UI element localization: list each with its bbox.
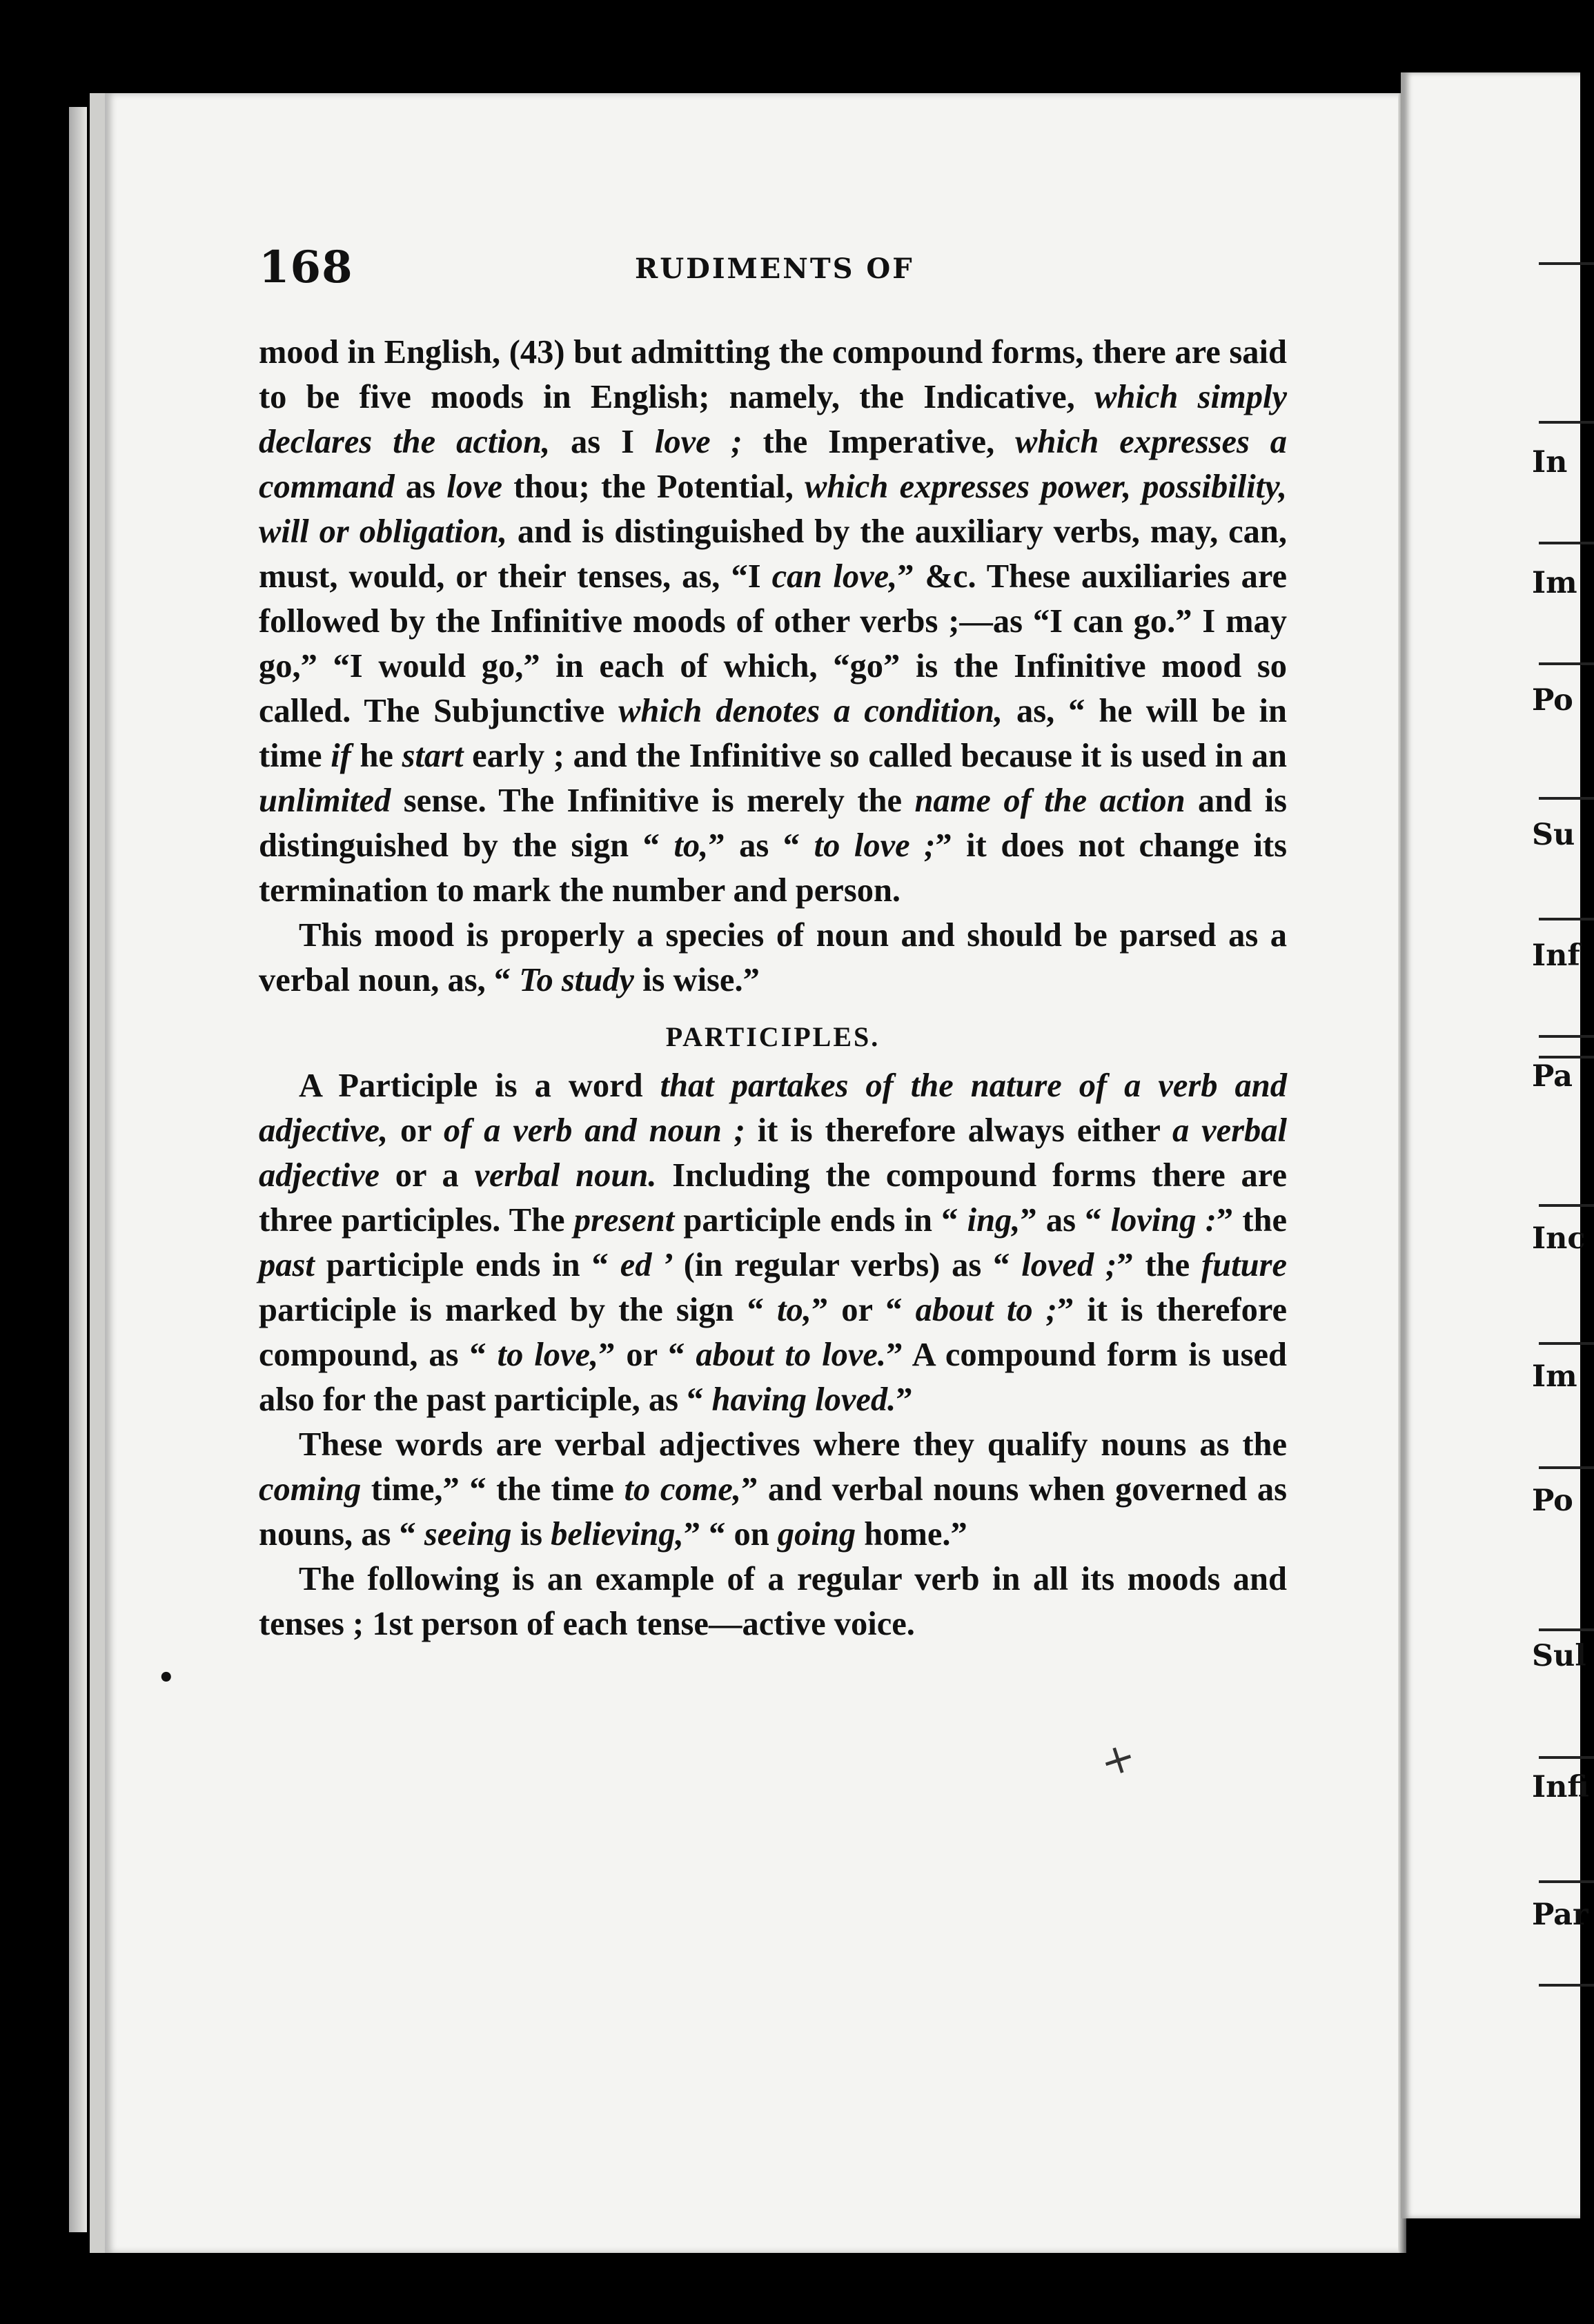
text-run: the Imperative,	[742, 424, 1016, 460]
right-page-fragment: Inf	[1532, 938, 1580, 973]
italic-run: a verbal adjective	[259, 1112, 1288, 1194]
right-page-rule	[1539, 542, 1594, 544]
text-run: ” and verbal nouns when governed as nouns, as “	[259, 1471, 1287, 1553]
text-run: ” as “	[1020, 1202, 1111, 1239]
text-run: and is distinguished by the auxiliary verbs, may, can, must, would, or their tenses, as, “I	[259, 513, 1287, 595]
text-run: as I	[550, 424, 655, 460]
right-page-rule	[1539, 1056, 1594, 1058]
text-run: ”	[896, 1381, 913, 1418]
right-page-fragment: Infi	[1532, 1770, 1589, 1804]
margin-bullet-mark: •	[157, 1662, 175, 1694]
body-text	[259, 330, 1287, 1646]
italic-run: of a verb and noun ;	[443, 1112, 745, 1149]
right-page-rule	[1539, 918, 1594, 920]
right-page-fragment: Pa	[1532, 1059, 1573, 1094]
italic-run: loving :	[1110, 1202, 1217, 1239]
text-run: sense. The Infinitive is merely the	[391, 782, 915, 819]
text-run: A Participle is a word	[299, 1067, 660, 1104]
right-page-fragment: Par	[1532, 1898, 1588, 1932]
right-page-rule	[1539, 262, 1594, 265]
text-run: is	[511, 1516, 551, 1553]
text-run: he	[351, 738, 402, 774]
text-run: Including the compound forms there are three participles. The	[259, 1157, 1287, 1239]
italic-run: ed	[620, 1247, 652, 1283]
right-page-rule	[1539, 1880, 1594, 1883]
italic-run: having loved.	[711, 1381, 896, 1418]
italic-run: love ;	[654, 424, 742, 460]
right-page-fragment: Su	[1532, 818, 1575, 852]
italic-run: to,	[673, 827, 709, 864]
right-page-rule	[1539, 662, 1594, 665]
italic-run: if	[331, 738, 351, 774]
text-run: participle ends in “	[314, 1247, 620, 1283]
running-head: RUDIMENTS OF	[635, 253, 914, 285]
right-page-fragment: Im	[1532, 566, 1577, 600]
text-run: mood in English, (43) but admitting the compound forms, there are said to be five moods in English; namely, the Indicative,	[259, 334, 1287, 415]
page-edge	[69, 107, 87, 2232]
text-run: ” &c. These auxiliaries are followed by the Infinitive moods of other verbs ;—as “I can go.” I may go,” “I would go,” in each of which, “go” is the Infinitive mood so called. The Subjunctive	[259, 558, 1288, 729]
text-run: ” it is therefore compound, as “	[259, 1292, 1287, 1373]
italic-run: going	[777, 1516, 856, 1553]
text-run: ” the	[1216, 1202, 1288, 1239]
italic-run: verbal noun.	[474, 1157, 657, 1194]
text-run: ” as “	[708, 827, 814, 864]
italic-run: unlimited	[259, 782, 391, 819]
text-run: ’ (in regular verbs) as “	[651, 1247, 1022, 1283]
text-run: ” A compound form is used also for the past participle, as “	[259, 1337, 1287, 1418]
text-run: ” the	[1116, 1247, 1202, 1283]
text-run: ” “ on	[683, 1516, 778, 1553]
italic-run: about to ;	[915, 1292, 1057, 1328]
italic-run: to come,	[624, 1471, 742, 1508]
right-page-fragment: In	[1532, 445, 1568, 480]
text-run: ” or “	[811, 1292, 916, 1328]
italic-run: past	[259, 1247, 315, 1283]
italic-run: seeing	[424, 1516, 512, 1553]
italic-run: coming	[259, 1471, 362, 1508]
text-run: is wise.”	[633, 962, 760, 998]
italic-run: present	[573, 1202, 675, 1239]
italic-run: love	[446, 469, 503, 505]
text-run: as, “ he will be in time	[259, 693, 1287, 774]
right-page-rule	[1539, 1035, 1594, 1038]
italic-run: which expresses power, possibility, will or obligation,	[259, 469, 1288, 550]
right-page-rule	[1539, 1628, 1594, 1631]
italic-run: about to love.	[696, 1337, 887, 1373]
right-page-rule	[1539, 1204, 1594, 1207]
right-page-fragment: Sul	[1532, 1639, 1586, 1673]
right-page-rule	[1539, 1342, 1594, 1345]
italic-run: ing,	[967, 1202, 1021, 1239]
page-header	[259, 242, 1280, 297]
paragraph-participle-definition	[259, 1063, 1287, 1422]
paragraph-infinitive-noun	[259, 913, 1287, 1003]
italic-run: to,	[776, 1292, 811, 1328]
italic-run: To study	[519, 962, 634, 998]
right-page-rule	[1539, 1984, 1594, 1987]
text-run: These words are verbal adjectives where they qualify nouns as the	[299, 1426, 1287, 1463]
text-run: early ; and the Infinitive so called because it is used in an	[463, 738, 1287, 774]
italic-run: which denotes a condition,	[618, 693, 1003, 729]
italic-run: future	[1201, 1247, 1287, 1283]
right-page-rule	[1539, 797, 1594, 800]
text-run: This mood is properly a species of noun and should be parsed as a verbal noun, as, “	[259, 917, 1287, 998]
paragraph-moods	[259, 330, 1287, 913]
text-run: time,” “ the time	[361, 1471, 624, 1508]
paragraph-example-intro	[259, 1557, 1287, 1646]
paragraph-verbal-adjectives	[259, 1422, 1287, 1557]
italic-run: can love,	[771, 558, 898, 595]
pencil-tick-mark: +	[1094, 1731, 1142, 1789]
right-page-fragment: Po	[1532, 1484, 1573, 1518]
text-run: participle is marked by the sign “	[259, 1292, 777, 1328]
text-run: ” it does not change its termination to mark the number and person.	[259, 827, 1288, 909]
right-page-fragment: Im	[1532, 1359, 1577, 1394]
italic-run: name of the action	[914, 782, 1185, 819]
right-page-rule	[1539, 1756, 1594, 1759]
italic-run: believing,	[551, 1516, 684, 1553]
right-page-rule	[1539, 421, 1594, 424]
right-page	[1401, 72, 1589, 2218]
italic-run: to love ;	[814, 827, 936, 864]
italic-run: which simply declares the action,	[259, 379, 1287, 460]
right-page-rule	[1539, 1466, 1594, 1469]
italic-run: loved ;	[1021, 1247, 1117, 1283]
text-run: participle ends in “	[674, 1202, 967, 1239]
text-run: or	[388, 1112, 444, 1149]
text-run: or a	[380, 1157, 475, 1194]
text-run: thou; the Potential,	[502, 469, 805, 505]
text-run: ” or “	[598, 1337, 696, 1373]
right-page-fragment: Po	[1532, 683, 1573, 718]
right-page-fragment: Inc	[1532, 1221, 1586, 1256]
italic-run: that partakes of the nature of a verb and adjective,	[259, 1067, 1287, 1149]
italic-run: start	[402, 738, 464, 774]
text-run: The following is an example of a regular verb in all its moods and tenses ; 1st person of each tense—active voice.	[259, 1561, 1287, 1642]
italic-run: to love,	[497, 1337, 599, 1373]
page-number: 168	[259, 242, 353, 293]
italic-run: which expresses a command	[259, 424, 1288, 505]
text-run: as	[394, 469, 447, 505]
text-run: and is distinguished by the sign “	[259, 782, 1287, 864]
section-heading-participles: PARTICIPLES.	[665, 1021, 880, 1052]
text-run: it is therefore always either	[745, 1112, 1172, 1149]
text-run: home.”	[856, 1516, 967, 1553]
